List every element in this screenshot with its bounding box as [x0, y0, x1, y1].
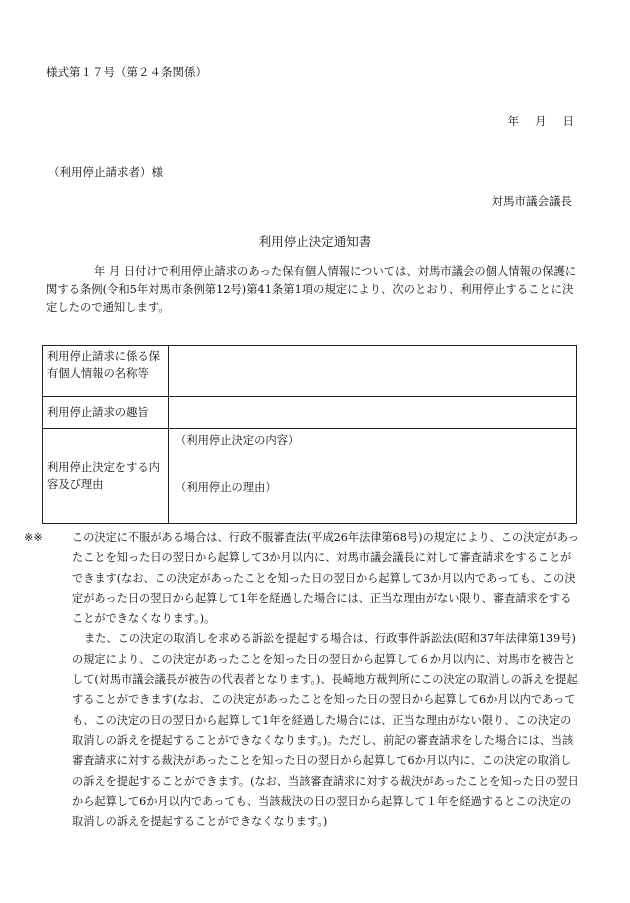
intro-paragraph: 年 月 日付けで利用停止請求のあった保有個人情報については、対馬市議会の個人情報の保護に関する条例(令和5年対馬市条例第12号)第41条第1項の規定により、次のとおり、利用停止することに決定したので通知します。 [46, 265, 577, 314]
row-value-request-purpose [169, 397, 577, 429]
note-appeal [24, 528, 581, 629]
row-label-decision-and-reason: 利用停止決定をする内容及び理由 [43, 429, 169, 524]
note-lawsuit: また、この決定の取消しを求める訴訟を提起する場合は、行政事件訴訟法(昭和37年法律第139号)の規定により、この決定があったことを知った日の翌日から起算して６か月以内に、対馬市を被告として(対馬市議会議長が被告の代表者となります。)、長崎地方裁判所にこの決定の取消しの訴えを提起することができます(なお、この決定があったことを知った日の翌日から起算して6か月以内であっても、この決定の日の翌日から起算して1年を経過した場合には、正当な理由がない限り、この決定の取消しの訴えを提起することができなくなります。)。ただし、前記の審査請求をした場合には、当該審査請求に対する裁決があったことを知った日の翌日から起算して6か月以内に、この決定の取消しの訴えを提起することができます。(なお、当該審査請求に対する裁決があったことを知った日の翌日から起算して6か月以内であっても、当該裁決の日の翌日から起算して１年を経過するとこの決定の取消しの訴えを提起することができなくなります。) [72, 632, 579, 829]
date-line [508, 113, 575, 129]
decision-content-heading: （利用停止決定の内容） [175, 434, 300, 447]
document-title: 利用停止決定通知書 [258, 234, 372, 249]
sender: 対馬市議会議長 [491, 194, 572, 208]
table-row [43, 346, 577, 397]
row-value-information-name [169, 346, 577, 397]
row-label-request-purpose: 利用停止請求の趣旨 [43, 397, 169, 429]
notes-section [24, 528, 581, 832]
note-appeal-text: この決定に不服がある場合は、行政不服審査法(平成26年法律第68号)の規定により、この決定があったことを知った日の翌日から起算して3か月以内に、対馬市議会議長に対して審査請求をすることができます(なお、この決定があったことを知った日の翌日から起算して3か月以内であっても、この決定があった日の翌日から起算して1年を経過した場合には、正当な理由がない限り、審査請求をすることができなくなります。)。 [72, 531, 579, 626]
info-table [42, 345, 577, 524]
table-row [43, 397, 577, 429]
row-label-information-name: 利用停止請求に係る保有個人情報の名称等 [43, 346, 169, 397]
row-value-decision-and-reason [169, 429, 577, 524]
decision-reason-heading: （利用停止の理由） [175, 481, 277, 494]
date-year: 年 [507, 114, 519, 128]
date-day: 日 [562, 114, 574, 128]
table-row [43, 429, 577, 524]
form-number: 様式第１７号（第２４条関係） [46, 65, 207, 79]
recipient: （利用停止請求者）様 [48, 165, 163, 179]
note-mark: ※※ [24, 531, 43, 544]
date-month: 月 [535, 114, 547, 128]
